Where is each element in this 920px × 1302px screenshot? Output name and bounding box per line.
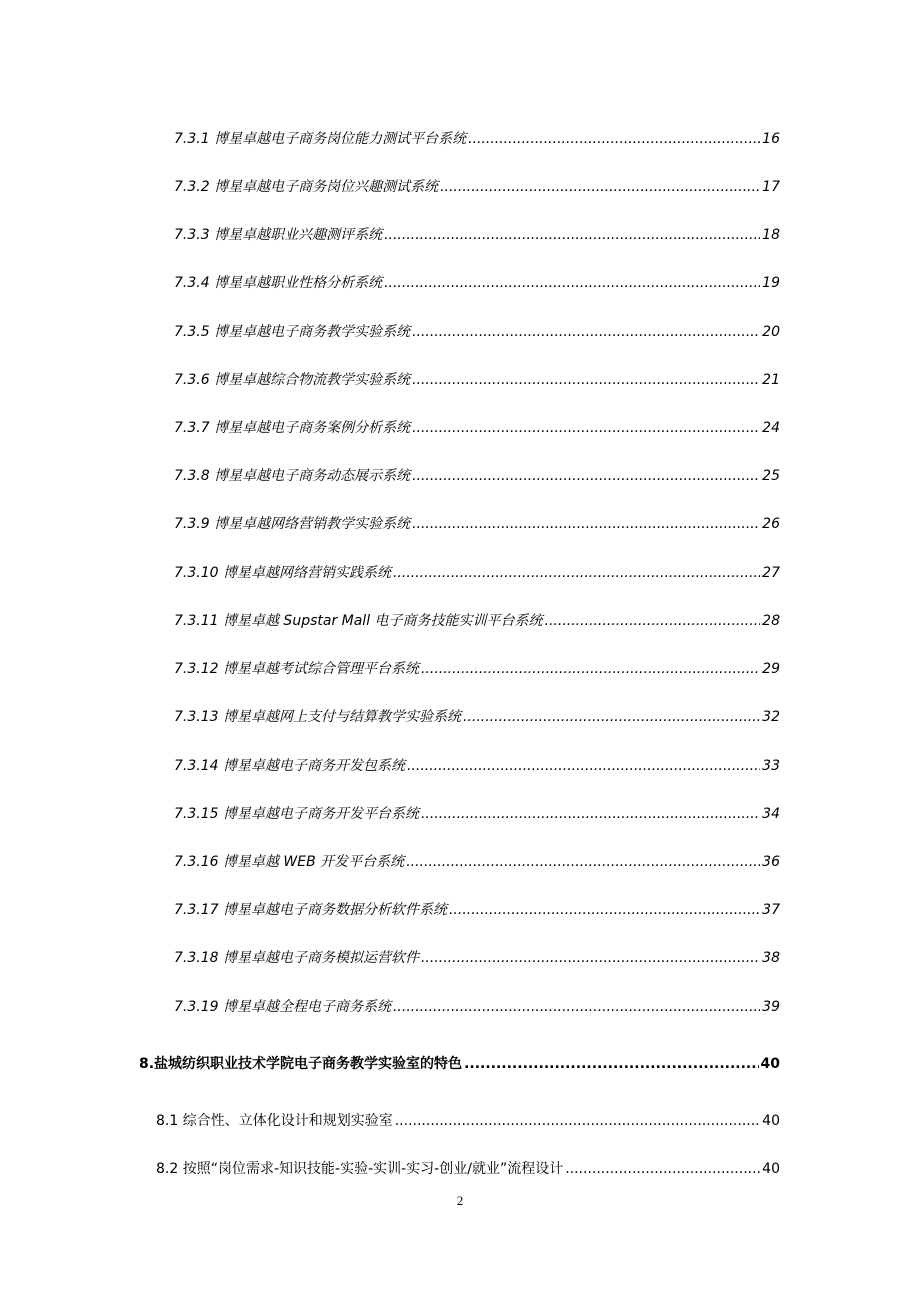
toc-dot-leader <box>565 1161 760 1177</box>
toc-dot-leader <box>412 420 760 436</box>
toc-dot-leader <box>412 324 760 340</box>
toc-entry[interactable] <box>174 562 780 582</box>
toc-entry[interactable] <box>174 658 780 678</box>
toc-entry-title: 7.3.1 博星卓越电子商务岗位能力测试平台系统 <box>174 131 467 147</box>
toc-entry-page: 37 <box>762 902 780 918</box>
toc-dot-leader <box>421 950 760 966</box>
toc-entry-title: 7.3.14 博星卓越电子商务开发包系统 <box>174 758 405 774</box>
toc-dot-leader <box>407 758 760 774</box>
toc-entry-page: 40 <box>762 1113 780 1129</box>
toc-entry-page: 29 <box>762 661 780 677</box>
toc-dot-leader <box>393 999 760 1015</box>
toc-entry[interactable] <box>174 947 780 967</box>
toc-entry-page: 18 <box>762 227 780 243</box>
toc-dot-leader <box>395 1113 760 1129</box>
toc-entry-page: 28 <box>762 613 780 629</box>
toc-entry-title: 7.3.13 博星卓越网上支付与结算教学实验系统 <box>174 709 461 725</box>
toc-dot-leader <box>464 1056 758 1072</box>
toc-entry[interactable] <box>174 610 780 630</box>
toc-entry-title: 8.1 综合性、立体化设计和规划实验室 <box>156 1113 393 1129</box>
toc-dot-leader <box>384 275 760 291</box>
toc-entry-page: 17 <box>762 179 780 195</box>
toc-entry[interactable] <box>174 417 780 437</box>
toc-entry-title: 7.3.18 博星卓越电子商务模拟运营软件 <box>174 950 419 966</box>
toc-entry-page: 21 <box>762 372 780 388</box>
toc-dot-leader <box>412 372 760 388</box>
toc-entry-title: 7.3.17 博星卓越电子商务数据分析软件系统 <box>174 902 447 918</box>
toc-dot-leader <box>440 179 760 195</box>
page-number: 2 <box>456 1193 464 1208</box>
toc-dot-leader <box>393 565 760 581</box>
toc-entry-title: 7.3.4 博星卓越职业性格分析系统 <box>174 275 383 291</box>
toc-entry[interactable] <box>174 128 780 148</box>
toc-entry[interactable] <box>174 996 780 1016</box>
toc-dot-leader <box>412 468 760 484</box>
toc-entry[interactable] <box>174 369 780 389</box>
toc-dot-leader <box>384 227 760 243</box>
toc-entry-page: 24 <box>762 420 780 436</box>
toc-entry[interactable] <box>174 321 780 341</box>
toc-entry-page: 16 <box>762 131 780 147</box>
toc-entry-page: 27 <box>762 565 780 581</box>
toc-dot-leader <box>421 806 760 822</box>
toc-entry-title: 7.3.15 博星卓越电子商务开发平台系统 <box>174 806 419 822</box>
toc-entry-title: 7.3.7 博星卓越电子商务案例分析系统 <box>174 420 411 436</box>
toc-entry-title: 7.3.5 博星卓越电子商务教学实验系统 <box>174 324 411 340</box>
toc-entry-page: 40 <box>762 1161 780 1177</box>
toc-entry-title: 7.3.9 博星卓越网络营销教学实验系统 <box>174 516 411 532</box>
toc-entry-title: 7.3.6 博星卓越综合物流教学实验系统 <box>174 372 411 388</box>
toc-entry-title: 8.盐城纺织职业技术学院电子商务教学实验室的特色 <box>139 1056 463 1072</box>
toc-entry-page: 20 <box>762 324 780 340</box>
toc-entry-page: 25 <box>762 468 780 484</box>
toc-entry-title: 7.3.10 博星卓越网络营销实践系统 <box>174 565 391 581</box>
toc-entry[interactable] <box>174 706 780 726</box>
toc-entry[interactable] <box>174 224 780 244</box>
toc-dot-leader <box>412 516 760 532</box>
toc-entry-page: 26 <box>762 516 780 532</box>
toc-entry-title: 7.3.8 博星卓越电子商务动态展示系统 <box>174 468 411 484</box>
toc-dot-leader <box>468 131 760 147</box>
toc-entry[interactable] <box>139 1053 780 1073</box>
toc-entry[interactable] <box>174 272 780 292</box>
toc-entry-title: 7.3.19 博星卓越全程电子商务系统 <box>174 999 391 1015</box>
toc-dot-leader <box>449 902 760 918</box>
toc-entry-title: 7.3.3 博星卓越职业兴趣测评系统 <box>174 227 383 243</box>
toc-dot-leader <box>545 613 761 629</box>
toc-entry-page: 19 <box>762 275 780 291</box>
toc-entry[interactable] <box>174 465 780 485</box>
toc-entry-page: 34 <box>762 806 780 822</box>
toc-entry-title: 8.2 按照“岗位需求-知识技能-实验-实训-实习-创业/就业”流程设计 <box>156 1161 564 1177</box>
toc-entry[interactable] <box>174 851 780 871</box>
toc-dot-leader <box>421 661 760 677</box>
toc-dot-leader <box>463 709 760 725</box>
toc-entry-page: 36 <box>762 854 780 870</box>
toc-entry[interactable] <box>174 176 780 196</box>
toc-entry-page: 33 <box>762 758 780 774</box>
toc-entry[interactable] <box>174 899 780 919</box>
toc-entry-page: 40 <box>760 1056 780 1072</box>
toc-entry-title: 7.3.2 博星卓越电子商务岗位兴趣测试系统 <box>174 179 439 195</box>
toc-entry-title: 7.3.11 博星卓越 Supstar Mall 电子商务技能实训平台系统 <box>174 613 543 629</box>
toc-entry-page: 38 <box>762 950 780 966</box>
toc-entry[interactable] <box>174 513 780 533</box>
toc-entry-page: 32 <box>762 709 780 725</box>
toc-entry-title: 7.3.12 博星卓越考试综合管理平台系统 <box>174 661 419 677</box>
toc-entry-title: 7.3.16 博星卓越 WEB 开发平台系统 <box>174 854 405 870</box>
toc-entry[interactable] <box>156 1158 780 1178</box>
toc-entry[interactable] <box>174 755 780 775</box>
toc-dot-leader <box>406 854 760 870</box>
toc-entry-page: 39 <box>762 999 780 1015</box>
toc-entry[interactable] <box>156 1110 780 1130</box>
toc-entry[interactable] <box>174 803 780 823</box>
